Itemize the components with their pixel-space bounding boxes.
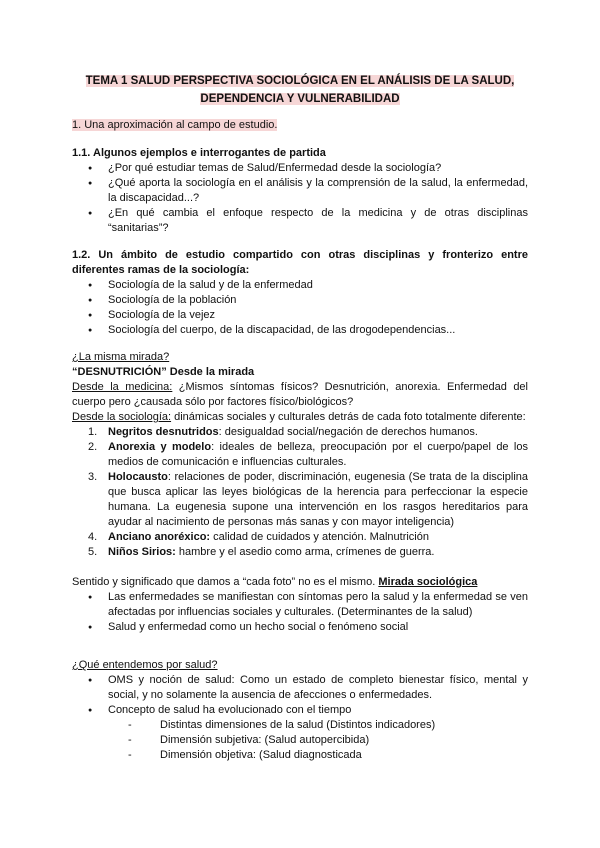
section-1-2-heading: 1.2. Un ámbito de estudio compartido con otras disciplinas y fronterizo entre diferentes ramas de la sociología: xyxy=(72,249,528,276)
item-text: calidad de cuidados y atención. Malnutrición xyxy=(210,531,429,543)
salud-list xyxy=(72,673,528,718)
sociologia-text: dinámicas sociales y culturales detrás de cada foto totalmente diferente: xyxy=(174,411,526,423)
salud-question: ¿Qué entendemos por salud? xyxy=(72,659,218,671)
list-item: - Dimensión subjetiva: (Salud autopercibida) xyxy=(72,733,528,748)
title-line-2: DEPENDENCIA Y VULNERABILIDAD xyxy=(200,93,400,105)
section-1-heading: 1. Una aproximación al campo de estudio. xyxy=(72,119,278,131)
mirada-heading: “DESNUTRICIÓN” Desde la mirada xyxy=(72,366,255,378)
section-salud xyxy=(72,658,528,763)
item-number: 4. xyxy=(88,531,98,543)
section-1-2-list xyxy=(72,278,528,338)
list-item: ● Sociología del cuerpo, de la discapacidad, de las drogodependencias... xyxy=(72,323,528,338)
list-item: ● ¿Por qué estudiar temas de Salud/Enfermedad desde la sociología? xyxy=(72,161,528,176)
list-item xyxy=(72,530,528,545)
list-item: ● Salud y enfermedad como un hecho social o fenómeno social xyxy=(72,620,528,635)
list-item: ● Sociología de la vejez xyxy=(72,308,528,323)
list-item xyxy=(72,425,528,440)
item-number: 5. xyxy=(88,546,98,558)
sentido-paragraph xyxy=(72,575,528,590)
title-line-1: TEMA 1 SALUD PERSPECTIVA SOCIOLÓGICA EN EL ANÁLISIS DE LA SALUD, xyxy=(85,75,515,87)
item-number: 2. xyxy=(88,441,98,453)
medicina-text: ¿Mismos síntomas físicos? Desnutrición, anorexia. Enfermedad del cuerpo pero ¿causada sólo por factores físico/biológicos? xyxy=(72,381,528,408)
mirada-numbered-list xyxy=(72,425,528,560)
item-text: : desigualdad social/negación de derechos humanos. xyxy=(218,426,478,438)
mirada-bullets xyxy=(72,590,528,635)
list-item: ● OMS y noción de salud: Como un estado de completo bienestar físico, mental y social, y no solamente la ausencia de afecciones o enfermedades. xyxy=(72,673,528,703)
item-term: Negritos desnutridos xyxy=(108,426,219,438)
item-term: Anorexia y modelo xyxy=(108,441,212,453)
sociologia-label: Desde la sociología: xyxy=(72,411,172,423)
medicina-paragraph xyxy=(72,380,528,410)
section-1-2 xyxy=(72,248,528,338)
list-item: ● ¿En qué cambia el enfoque respecto de la medicina y de otras disciplinas “sanitarias”? xyxy=(72,206,528,236)
list-item xyxy=(72,440,528,470)
list-item: - Dimensión objetiva: (Salud diagnosticada xyxy=(72,748,528,763)
item-text: hambre y el asedio como arma, crímenes de guerra. xyxy=(175,546,435,558)
section-1-1-list xyxy=(72,161,528,236)
section-1-1 xyxy=(72,146,528,236)
item-number: 1. xyxy=(88,426,98,438)
item-number: 3. xyxy=(88,471,98,483)
item-term: Anciano anoréxico: xyxy=(108,531,211,543)
list-item xyxy=(72,470,528,530)
salud-sublist xyxy=(72,718,528,763)
sentido-bold: Mirada sociológica xyxy=(378,576,478,588)
list-item: ● Sociología de la población xyxy=(72,293,528,308)
sentido-text: Sentido y significado que damos a “cada foto” no es el mismo. xyxy=(72,576,379,588)
sociologia-paragraph xyxy=(72,410,528,425)
list-item: - Distintas dimensiones de la salud (Distintos indicadores) xyxy=(72,718,528,733)
item-text: : ideales de belleza, preocupación por el cuerpo/papel de los medios de comunicación e influencias culturales. xyxy=(108,441,528,468)
item-term: Holocausto xyxy=(108,471,168,483)
list-item: ● ¿Qué aporta la sociología en el análisis y la comprensión de la salud, la enfermedad, la discapacidad...? xyxy=(72,176,528,206)
list-item: ● Sociología de la salud y de la enfermedad xyxy=(72,278,528,293)
mirada-question: ¿La misma mirada? xyxy=(72,351,170,363)
document-title xyxy=(60,72,540,108)
item-text: : relaciones de poder, discriminación, eugenesia (Se trata de la disciplina que busca aplicar las leyes biológicas de la herencia para perfeccionar la especie humana. La eugenesia supone una intervención en los rasgos hereditarios para ayudar al nacimiento de personas más sanas y con mayor inteligencia) xyxy=(108,471,528,528)
section-1 xyxy=(72,118,528,133)
item-term: Niños Sirios: xyxy=(108,546,176,558)
list-item: ● Concepto de salud ha evolucionado con el tiempo xyxy=(72,703,528,718)
medicina-label: Desde la medicina: xyxy=(72,381,173,393)
section-mirada xyxy=(72,350,528,635)
section-1-1-heading: 1.1. Algunos ejemplos e interrogantes de partida xyxy=(72,147,326,159)
list-item: ● Las enfermedades se manifiestan con síntomas pero la salud y la enfermedad se ven afectadas por influencias sociales y culturales. (Determinantes de la salud) xyxy=(72,590,528,620)
list-item xyxy=(72,545,528,560)
